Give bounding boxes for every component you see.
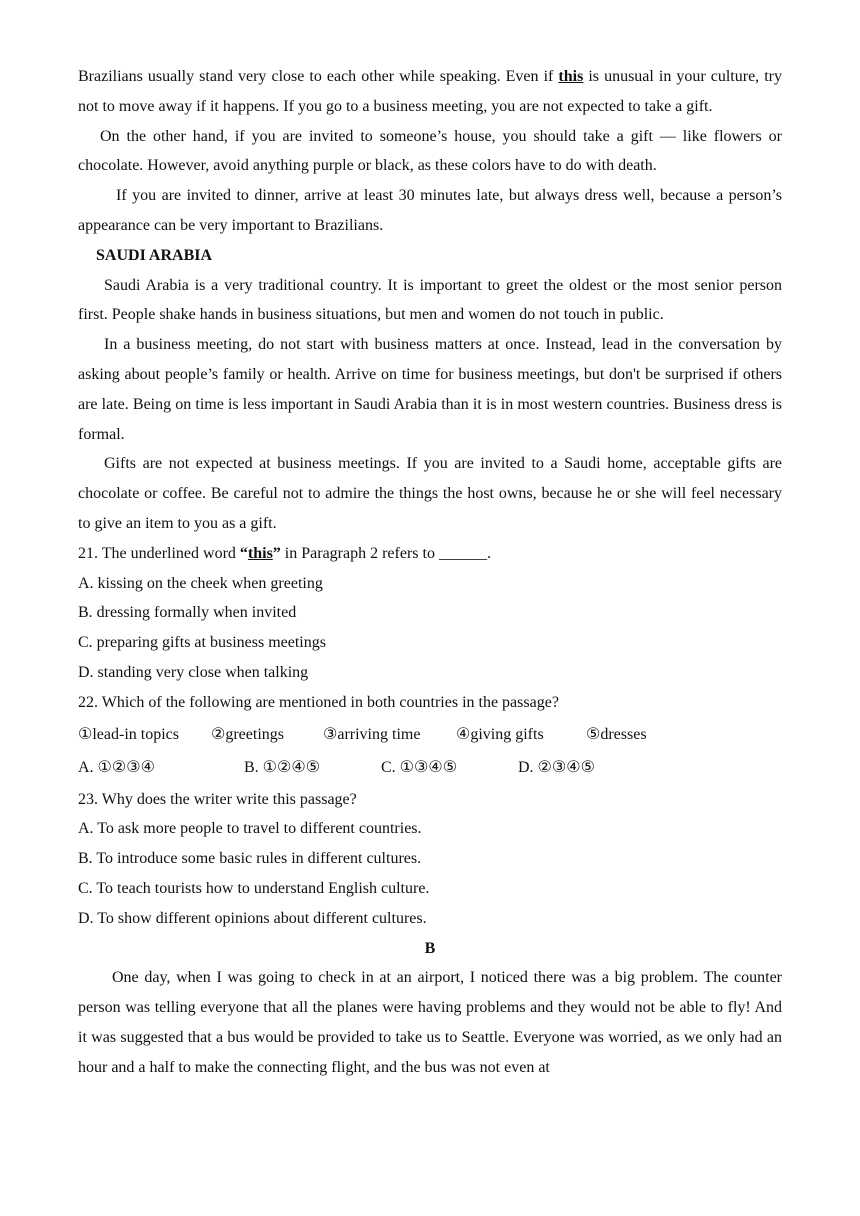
saudi-paragraph-3: Gifts are not expected at business meetings. If you are invited to a Saudi home, acceptable gifts are chocolate or coffee. Be careful not to admire the things the host owns, because he or she will feel necessary to give an item to you as a gift. <box>78 455 782 532</box>
document-page <box>78 62 782 1083</box>
saudi-paragraph-2: In a business meeting, do not start with business matters at once. Instead, lead in the conversation by asking about people’s family or health. Arrive on time for business meetings, but don't be surprised if others are late. Being on time is less important in Saudi Arabia than it is in most western countries. Business dress is formal. <box>78 336 782 443</box>
question-21-stem <box>78 539 782 569</box>
q21-option-a: A. kissing on the cheek when greeting <box>78 574 323 592</box>
brazil-paragraph-1 <box>78 62 782 122</box>
q22-item-2: ②greetings <box>211 725 284 743</box>
q22-item-3: ③arriving time <box>323 725 421 743</box>
q22-items-row <box>78 718 782 751</box>
q22-options-row <box>78 751 782 785</box>
section-b-label: B <box>424 939 436 957</box>
question-22-stem: 22. Which of the following are mentioned in both countries in the passage? <box>78 693 559 711</box>
saudi-paragraph-1: Saudi Arabia is a very traditional country. It is important to greet the oldest or the most senior person first. People shake hands in business situations, but men and women do not touch in public. <box>78 276 782 324</box>
quote-mark: “ <box>239 544 248 562</box>
brazil-paragraph-2: On the other hand, if you are invited to someone’s house, you should take a gift — like flowers or chocolate. However, avoid anything purple or black, as these colors have to do with death. <box>78 127 782 175</box>
section-b-paragraph-1: One day, when I was going to check in at an airport, I noticed there was a big problem. The counter person was telling everyone that all the planes were having problems and they would not be able to fly! And it was suggested that a bus would be provided to take us to Seattle. Everyone was worried, as we only had an hour and a half to make the connecting flight, and the bus was not even at <box>78 969 782 1076</box>
question-23-stem: 23. Why does the writer write this passage? <box>78 790 357 808</box>
underlined-word-this: this <box>558 68 584 85</box>
question-underlined-word: this <box>247 544 273 562</box>
q23-option-d: D. To show different opinions about different cultures. <box>78 909 427 927</box>
q23-option-b: B. To introduce some basic rules in different cultures. <box>78 850 422 868</box>
saudi-heading: SAUDI ARABIA <box>96 246 213 264</box>
q22-item-1: ①lead-in topics <box>78 725 179 743</box>
q22-item-5: ⑤dresses <box>586 725 647 743</box>
q21-option-b: B. dressing formally when invited <box>78 604 297 622</box>
brazil-paragraph-3: If you are invited to dinner, arrive at least 30 minutes late, but always dress well, because a person’s appearance can be very important to Brazilians. <box>78 187 782 234</box>
q22-option-a: A. ①②③④ <box>78 758 155 776</box>
q23-option-a: A. To ask more people to travel to different countries. <box>78 820 422 838</box>
q21-option-c: C. preparing gifts at business meetings <box>78 634 326 652</box>
q22-option-b: B. ①②④⑤ <box>244 758 321 776</box>
text-span: Brazilians usually stand very close to each other while speaking. Even if <box>78 68 559 85</box>
q21-option-d: D. standing very close when talking <box>78 663 309 681</box>
text-span: is unusual in your culture, try not to move away if it happens. If you go to a business meeting, you are not expected to take a gift. <box>78 68 782 115</box>
q22-option-d: D. ②③④⑤ <box>518 758 595 776</box>
text-span: in Paragraph 2 refers to ______. <box>280 544 491 562</box>
quote-mark: ” <box>272 544 281 562</box>
q22-option-c: C. ①③④⑤ <box>381 758 458 776</box>
text-span: 21. The underlined word <box>78 544 240 562</box>
q23-option-c: C. To teach tourists how to understand English culture. <box>78 879 430 897</box>
q22-item-4: ④giving gifts <box>456 725 544 743</box>
